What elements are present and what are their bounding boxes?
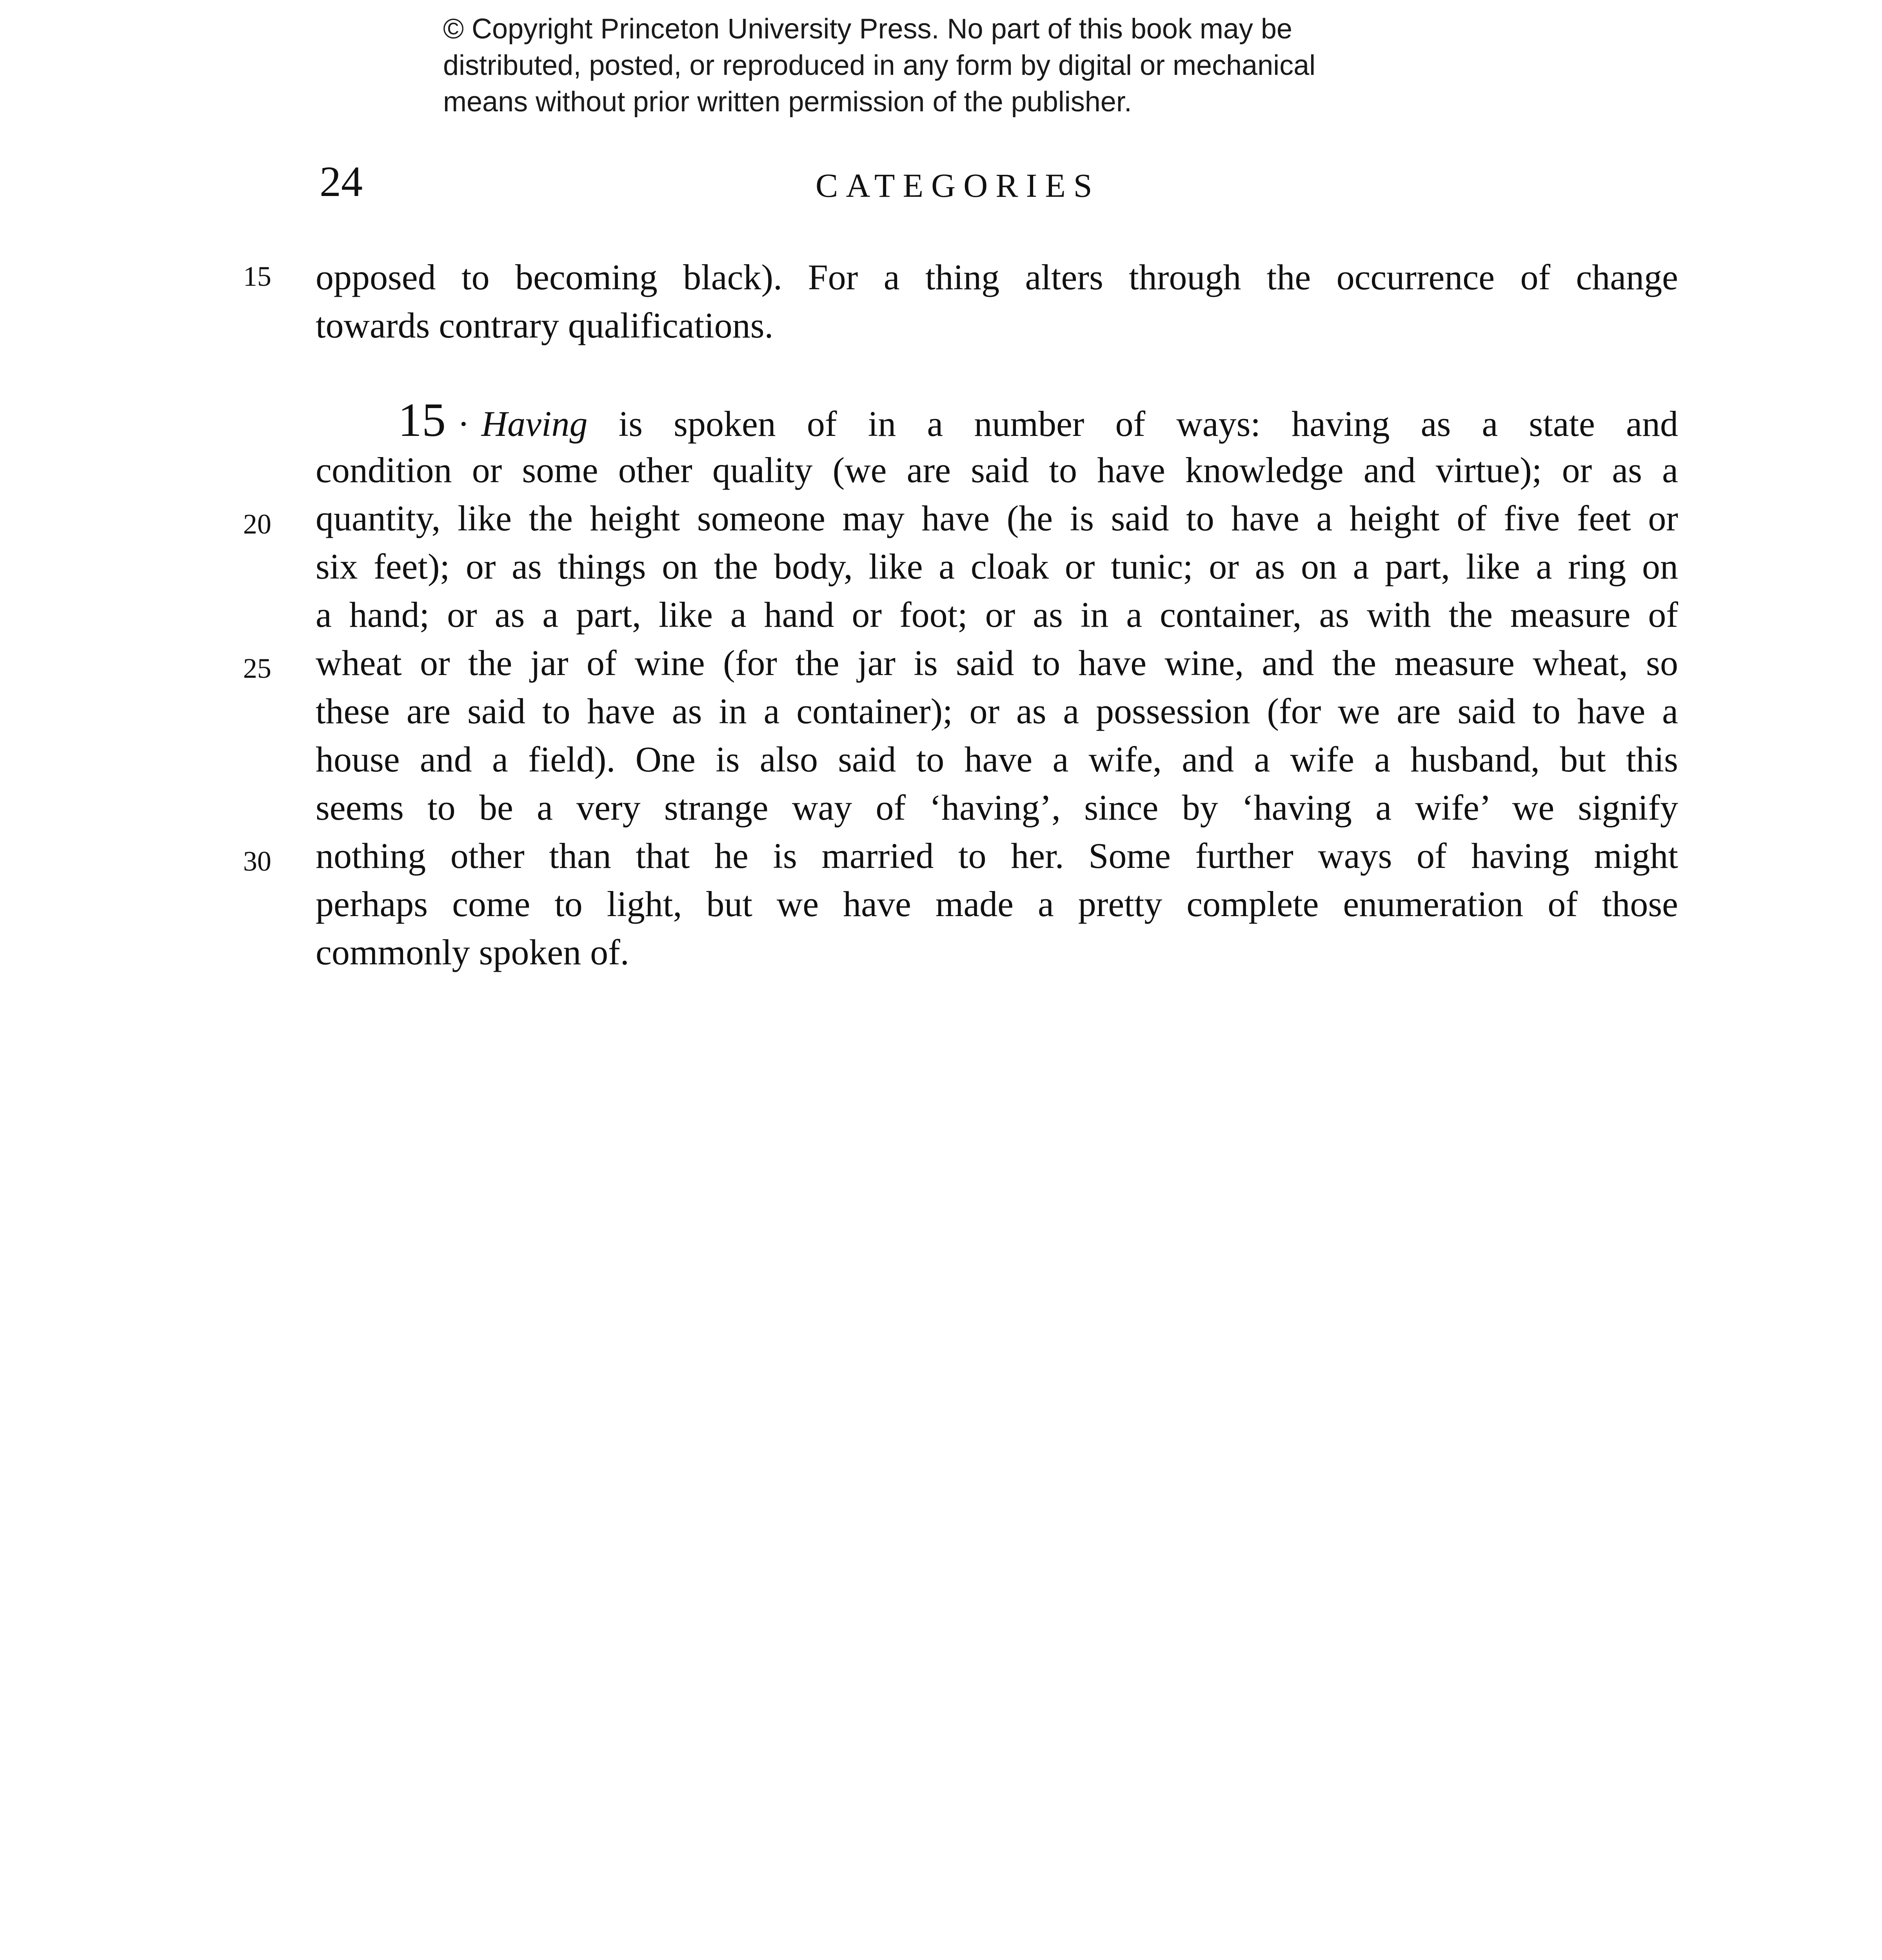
body-line: seems to be a very strange way of ‘having’, since by ‘having a wife’ we signify [316,788,1678,828]
section-first-line-text: is spoken of in a number of ways: having as a state and [587,404,1678,444]
section-term: Having [481,404,588,444]
margin-line-number: 20 [243,508,271,540]
section-heading-line [398,396,1678,445]
margin-line-number: 15 [243,261,271,292]
body-line: wheat or the jar of wine (for the jar is said to have wine, and the measure wheat, so [316,643,1678,683]
body-line: these are said to have as in a container); or as a possession (for we are said to have a [316,691,1678,731]
body-line: opposed to becoming black). For a thing alters through the occurrence of change [316,257,1678,297]
body-line: house and a field). One is also said to have a wife, and a wife a husband, but this [316,739,1678,779]
body-line: perhaps come to light, but we have made a pretty complete enumeration of those [316,884,1678,924]
margin-line-number: 25 [243,653,271,684]
section-separator: · [458,404,470,444]
copyright-line: distributed, posted, or reproduced in any form by digital or mechanical [443,50,1316,81]
copyright-line: © Copyright Princeton University Press. No part of this book may be [443,13,1292,45]
body-line: towards contrary qualifications. [316,305,774,345]
margin-line-number: 30 [243,846,271,877]
copyright-line: means without prior written permission of the publisher. [443,86,1132,118]
body-line: nothing other than that he is married to her. Some further ways of having might [316,836,1678,876]
page-number: 24 [320,158,363,205]
running-head: CATEGORIES [816,167,1100,204]
body-line: commonly spoken of. [316,932,629,972]
copyright-notice [443,11,1502,120]
body-line: a hand; or as a part, like a hand or foot; or as in a container, as with the measure of [316,595,1678,635]
body-line: condition or some other quality (we are said to have knowledge and virtue); or as a [316,450,1678,490]
section-number: 15 [398,394,446,446]
body-line: quantity, like the height someone may have (he is said to have a height of five feet or [316,498,1678,538]
body-line: six feet); or as things on the body, like a cloak or tunic; or as on a part, like a ring on [316,546,1678,586]
